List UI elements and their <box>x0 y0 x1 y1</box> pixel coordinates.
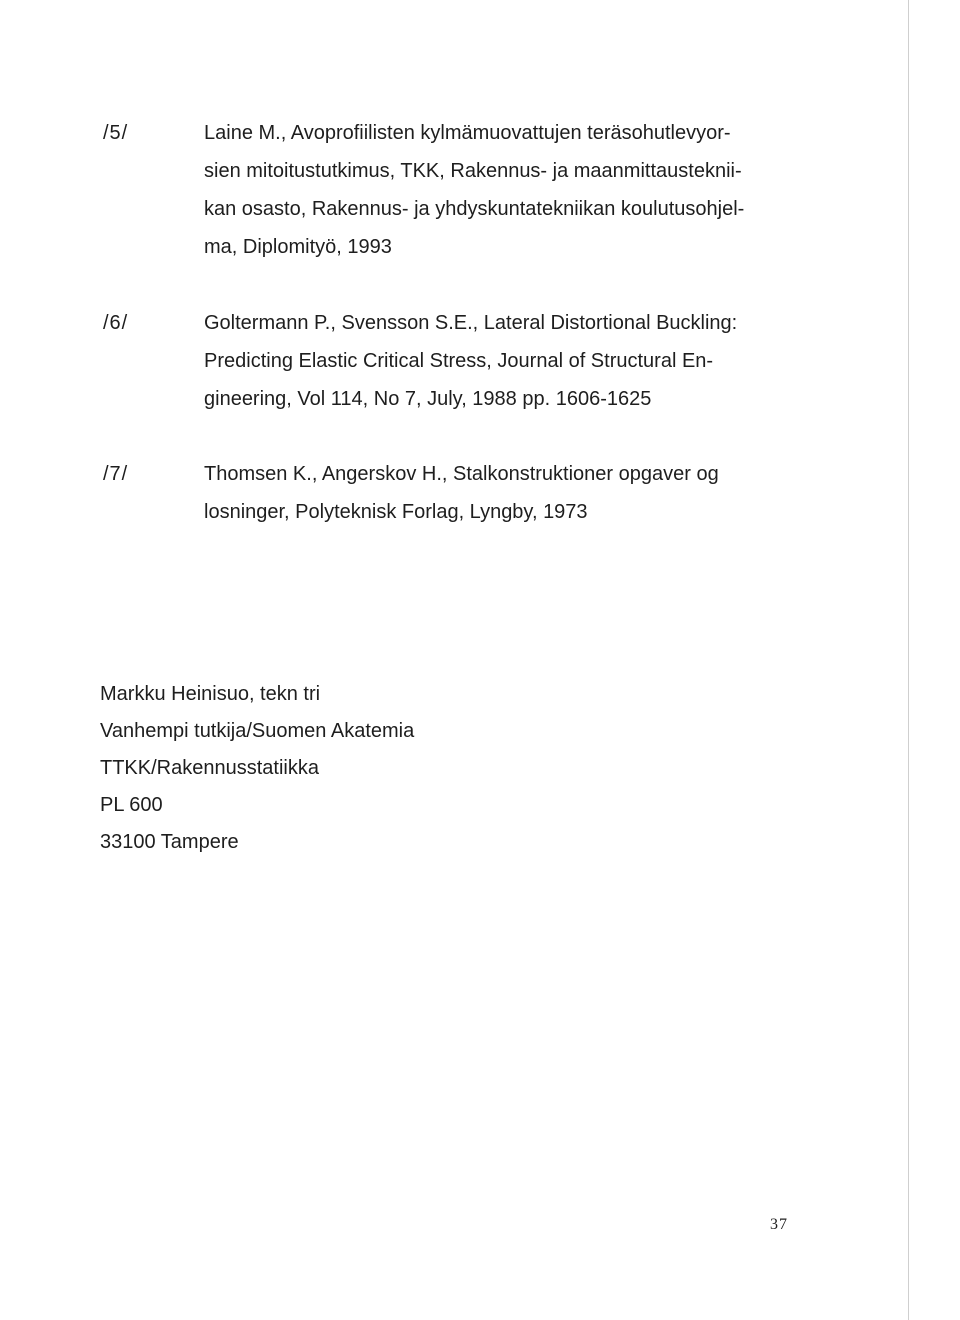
author-position: Vanhempi tutkija/Suomen Akatemia <box>100 720 415 742</box>
author-department: TTKK/Rakennusstatiikka <box>100 757 319 779</box>
reference-line: Thomsen K., Angerskov H., Stalkonstruktioner opgaver og <box>204 463 719 485</box>
page-edge-line <box>908 0 909 1320</box>
reference-text <box>204 304 737 418</box>
author-address <box>100 676 414 861</box>
reference-text <box>204 455 719 531</box>
reference-line: Predicting Elastic Critical Stress, Journal of Structural En- <box>204 350 714 372</box>
reference-line: gineering, Vol 114, No 7, July, 1988 pp. 1606-1625 <box>204 388 652 410</box>
reference-line: Goltermann P., Svensson S.E., Lateral Distortional Buckling: <box>204 312 738 334</box>
reference-line: sien mitoitustutkimus, TKK, Rakennus- ja maanmittausteknii- <box>204 160 742 182</box>
reference-line: losninger, Polyteknisk Forlag, Lyngby, 1973 <box>204 501 588 523</box>
reference-line: ma, Diplomityö, 1993 <box>204 236 392 258</box>
author-po-box: PL 600 <box>100 794 163 816</box>
author-city: 33100 Tampere <box>100 831 239 853</box>
author-name: Markku Heinisuo, tekn tri <box>100 683 321 705</box>
reference-line: kan osasto, Rakennus- ja yhdyskuntatekniikan koulutusohjel- <box>204 198 745 220</box>
reference-label: /6/ <box>103 312 129 334</box>
reference-label: /7/ <box>103 463 129 485</box>
reference-label: /5/ <box>103 122 129 144</box>
reference-line: Laine M., Avoprofiilisten kylmämuovattujen teräsohutlevyor- <box>204 122 731 144</box>
page-number: 37 <box>770 1216 788 1233</box>
reference-text <box>204 114 744 266</box>
